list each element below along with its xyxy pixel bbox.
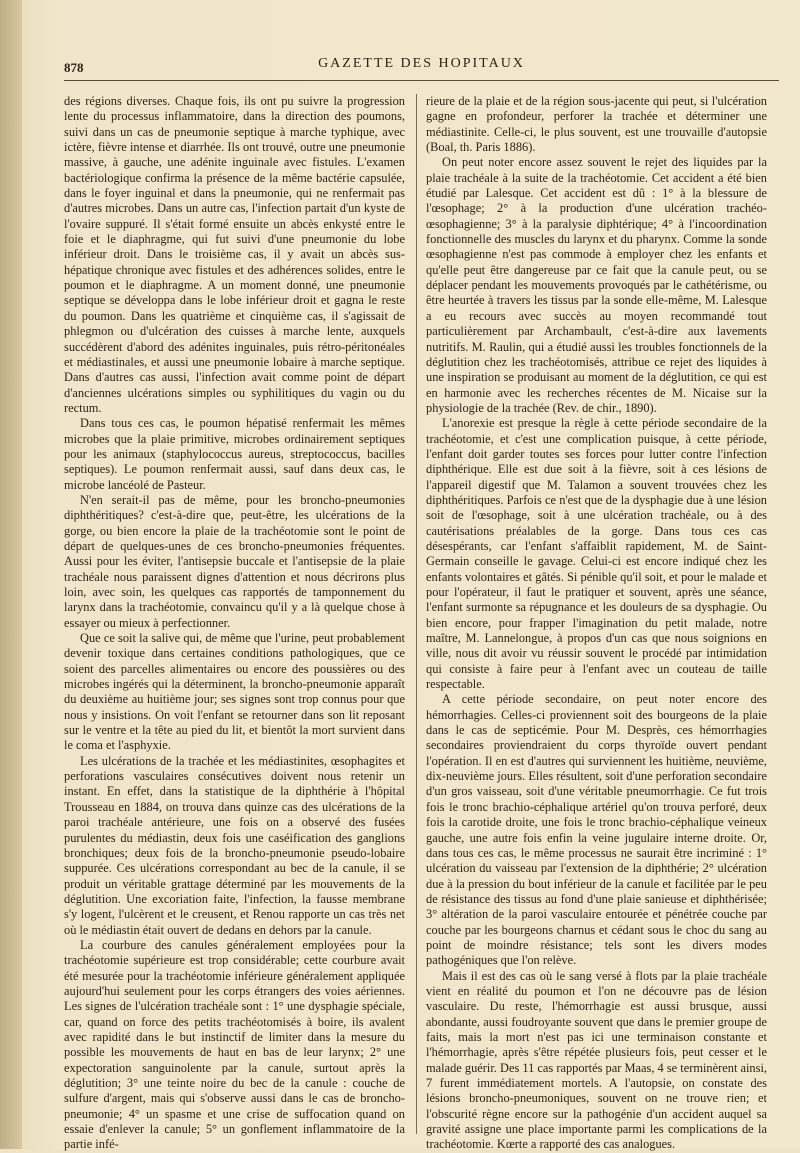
- paragraph: A cette période secondaire, on peut noter encore des hémorrhagies. Celles-ci proviennent soit des bourgeons de la plaie dans le cas de septicémie. Pour M. Desprès, ces hémorrhagies secondaires proviendraient du corps thyroïde ouvert pendant l'opération. Il en est d'autres qui surviennent les huitième, neuvième, dix-neuvième jours. Elles résultent, soit d'une perforation secondaire d'un gros vaisseau, soit d'une véritable pneumorrhagie. Ce fut trois fois le tronc brachio-céphalique artériel qu'on trouva perforé, deux fois la carotide droite, une fois le tronc brachio-céphalique veineux gauche, une autre fois enfin la veine jugulaire interne droite. Or, dans tous ces cas, le même processus ne saurait être incriminé : 1° ulcération du vaisseau par l'extension de la diphthérie; 2° ulcération due à la pression du bout inférieur de la canule et facilitée par le peu de résistance des tissus au fond d'une plaie sanieuse et diphthérisée; 3° altération de la paroi vasculaire entourée et pénétrée couche par couche par les bourgeons charnus et cédant sous le choc du sang au point de moindre résistance; tels sont les divers modes pathogéniques que l'on relève.: [426, 692, 767, 968]
- paragraph: On peut noter encore assez souvent le rejet des liquides par la plaie trachéale à la suite de la trachéotomie. Cet accident a été bien étudié par Lalesque. Cet accident est dû : 1° à la blessure de l'œsophage; 2° à la production d'une ulcération trachéo-œsophagienne; 3° à la paralysie diphtérique; 4° à l'incoordination fonctionnelle des muscles du larynx et du pharynx. Comme la sonde œsophagienne n'est pas commode à employer chez les enfants et qu'elle peut être dangereuse par ce fait que la canule peut, ou se déplacer pendant les mouvements provoqués par le cathétérisme, ou être heurtée à travers les tissus par la sonde elle-même, M. Lalesque a eu recours avec succès au moyen recommandé tout particulièrement par Archambault, c'est-à-dire aux lavements nutritifs. M. Raulin, qui a étudié aussi les troubles fonctionnels de la déglutition chez les trachéotomisés, attribue ce rejet des liquides à une inspiration se produisant au moment de la déglutition, ce qui est en harmonie avec les recherches récentes de M. Nicaise sur la physiologie de la trachée (Rev. de chir., 1890).: [426, 155, 767, 415]
- page-header: [64, 50, 779, 81]
- paragraph: Mais il est des cas où le sang versé à flots par la plaie trachéale vient en réalité du poumon et l'on ne découvre pas de lésion vasculaire. Du reste, l'hémorrhagie est aussi brusque, aussi abondante, aussi foudroyante souvent que dans le premier groupe de faits, mais la mort n'est pas ici une terminaison constante et l'hémorrhagie, après s'être répétée plusieurs fois, peut cesser et le malade guérir. Des 11 cas rapportés par Maas, 4 se terminèrent ainsi, 7 furent immédiatement mortels. A l'autopsie, on constate des lésions broncho-pneumoniques, souvent on ne trouve rien; et l'obscurité règne encore sur la pathogénie d'un accident auquel sa gravité assigne une place importante parmi les complications de la trachéotomie. Kœrte a rapporté des cas analogues.: [426, 968, 767, 1152]
- running-title: GAZETTE DES HOPITAUX: [318, 56, 525, 71]
- paragraph: Que ce soit la salive qui, de même que l'urine, peut probablement devenir toxique dans certaines conditions pathologiques, que ce soient des parcelles alimentaires ou encore des poussières ou des microbes ingérés qui la déterminent, la broncho-pneumonie apparaît du deuxième au huitième jour; ses signes sont trop connus pour que nous y insistions. On voit l'enfant se retourner dans son lit reposant sur le ventre et la tête au pied du lit, et bientôt la mort survient dans le coma et l'asphyxie.: [64, 631, 405, 753]
- paragraph: N'en serait-il pas de même, pour les broncho-pneumonies diphthéritiques? c'est-à-dire que, peut-être, les ulcérations de la gorge, ou bien encore la plaie de la trachéotomie sont le point de départ de quelques-unes de ces broncho-pneumonies fréquentes. Aussi pour les éviter, l'antisepsie buccale et l'antisepsie de la plaie trachéale nous paraissent dignes d'attention et nous décrirons plus loin, avec soin, les quelques cas rapportés de tamponnement du larynx dans la trachéotomie, convaincu qu'il y a là quelque chose à essayer ou mieux à perfectionner.: [64, 492, 405, 630]
- column-divider: [416, 94, 417, 1134]
- paragraph: des régions diverses. Chaque fois, ils ont pu suivre la progression lente du processus inflammatoire, dans la direction des poumons, suivi dans un cas de pneumonie septique à marche typhique, avec ictère, fièvre intense et diarrhée. Ils ont trouvé, outre une pneumonie massive, à gauche, une adénite inguinale avec fistules. L'examen bactériologique confirma la présence de la même bactérie capsulée, dans le foyer inguinal et dans la pneumonie, qui ne renfermait pas d'autres microbes. Dans un autre cas, l'infection partait d'un kyste de l'ovaire suppuré. Il s'était formé ensuite un abcès enkysté entre le foie et le diaphragme, qui fut suivi d'une pneumonie du lobe inférieur droit. Dans le troisième cas, il y avait un abcès sus-hépatique chronique avec fistules et des adhérences solides, entre le poumon et le diaphragme. A un moment donné, une pneumonie septique se développa dans le lobe inférieur droit et gagna le reste du poumon. Dans les quatrième et cinquième cas, il s'agissait de phlegmon ou d'ulcération des cuisses à marche lente, auxquels succédèrent d'abord des adénites inguinales, puis rétro-péritonéales et médiastinales, et aussi une pneumonie lobaire à marche septique. Dans d'autres cas aussi, l'infection avait comme point de départ d'anciennes ulcérations simples ou syphilitiques du vagin ou du rectum.: [64, 94, 405, 415]
- paragraph: L'anorexie est presque la règle à cette période secondaire de la trachéotomie, et c'est une complication puisque, à cette période, l'enfant doit garder toutes ses forces pour lutter contre l'infection diphthérique. Elle est due soit à la fièvre, soit à ces lésions de l'appareil digestif que M. Talamon a souvent trouvées chez les diphthéritiques. Parfois ce n'est que de la dysphagie due à une lésion soit de l'œsophage, soit à une ulcération trachéale, ou à des cautérisations préalables de la gorge. Dans tous ces cas désespérants, car l'enfant s'affaiblit rapidement, M. de Saint-Germain conseille le gavage. Celui-ci est encore indiqué chez les enfants volontaires et gâtés. Si pénible qu'il soit, et pour le malade et pour l'opérateur, il faut le pratiquer et souvent, après une séance, l'enfant surmonte sa répugnance et les douleurs de sa dysphagie. Ou bien encore, pour frapper l'imagination du petit malade, notre maître, M. Lannelongue, à propos d'un cas que nous soignions en ville, nous dit avoir vu réussir souvent le procédé par intimidation qui consiste à faire peur à l'enfant avec un couteau de taille respectable.: [426, 416, 767, 692]
- page-number: 878: [64, 60, 84, 75]
- left-column: [64, 94, 405, 1153]
- paragraph: La courbure des canules généralement employées pour la trachéotomie supérieure est trop considérable; cette courbure avait été mesurée pour la trachéotomie inférieure généralement appliquée aujourd'hui seulement pour les corps étrangers des voies aériennes. Les signes de l'ulcération trachéale sont : 1° une dysphagie spéciale, car, quand on force des petits trachéotomisés à boire, ils avalent avec rapidité dans le but instinctif de limiter dans la mesure du possible les mouvements de haut en bas de leur larynx; 2° une expectoration sanguinolente par la canule, surtout après la déglutition; 3° une teinte noire du bec de la canule : couche de sulfure d'argent, mais qui s'observe aussi dans le cas de broncho-pneumonie; 4° un spasme et une crise de suffocation quand on essaie d'enlever la canule; 5° un gonflement inflammatoire de la partie infé-: [64, 937, 405, 1152]
- right-column: [426, 94, 767, 1153]
- paragraph: Les ulcérations de la trachée et les médiastinites, œsophagites et perforations vasculaires consécutives doivent nous retenir un instant. En effet, dans la statistique de la diphthérie à l'hôpital Trousseau en 1884, on trouva dans quinze cas des ulcérations de la paroi trachéale antérieure, une fois on a observé des fusées purulentes du médiastin, deux fois une caséification des ganglions bronchiques; deux fois de la broncho-pneumonie pseudo-lobaire suppurée. Ces ulcérations correspondant au bec de la canule, il se produit un véritable grattage déterminé par les mouvements de la déglutition. Une excoriation faite, l'infection, la fausse membrane s'y logent, l'ulcèrent et le creusent, et Renou rapporte un cas très net où le médiastin était ouvert de dedans en dehors par la canule.: [64, 753, 405, 937]
- page-spine-shadow: [0, 0, 22, 1149]
- paragraph: Dans tous ces cas, le poumon hépatisé renfermait les mêmes microbes que la plaie primitive, microbes ordinairement septiques pour les animaux (staphylococcus aureus, streptococcus, bacilles septiques). Le poumon renfermait aussi, sauf dans deux cas, le microbe lancéolé de Pasteur.: [64, 416, 405, 492]
- paragraph: rieure de la plaie et de la région sous-jacente qui peut, si l'ulcération gagne en profondeur, perforer la trachée et déterminer une médiastinite. Celle-ci, le plus souvent, est une trouvaille d'autopsie (Boal, th. Paris 1886).: [426, 94, 767, 155]
